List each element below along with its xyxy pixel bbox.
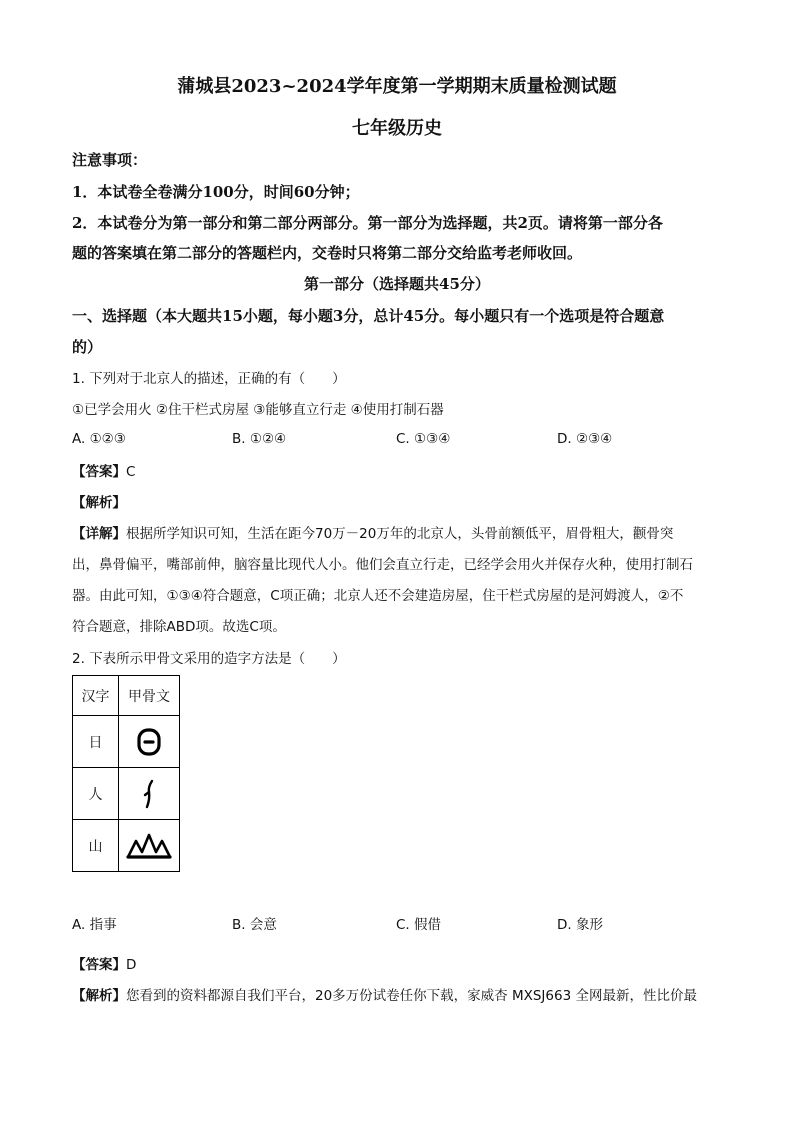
q1-option-b: B. ①②④ xyxy=(232,431,287,447)
table-row xyxy=(73,768,180,820)
q2-stem: 2. 下表所示甲骨文采用的造字方法是（ ） xyxy=(72,651,346,667)
table-cell-hanzi: 日 xyxy=(73,716,119,768)
q1-option-a: A. ①②③ xyxy=(72,431,126,447)
table-row xyxy=(73,820,180,872)
table-header-jiaguwen: 甲骨文 xyxy=(119,676,180,716)
person-glyph-icon xyxy=(139,778,159,810)
table-cell-hanzi: 山 xyxy=(73,820,119,872)
q1-stem: 1. 下列对于北京人的描述，正确的有（ ） xyxy=(72,371,346,387)
analysis-tag: 【解析】 xyxy=(72,495,126,511)
notes-item-2-line-2: 题的答案填在第二部分的答题栏内，交卷时只将第二部分交给监考老师收回。 xyxy=(72,244,583,262)
q2-option-a: A. 指事 xyxy=(72,917,117,933)
q1-detail-line-3: 器。由此可知，①③④符合题意，C项正确；北京人还不会建造房屋，住干栏式房屋的是河姆渡人，②不 xyxy=(72,588,684,604)
analysis-tag: 【解析】 xyxy=(72,988,126,1004)
q2-answer xyxy=(72,955,722,975)
q1-answer xyxy=(72,462,722,482)
detail-tag: 【详解】 xyxy=(72,526,126,542)
q2-analysis xyxy=(72,986,722,1006)
q2-option-d: D. 象形 xyxy=(557,917,603,933)
notes-item-2-line-1: 2．本试卷分为第一部分和第二部分两部分。第一部分为选择题，共2页。请将第一部分各 xyxy=(72,214,663,232)
q1-option-d: D. ②③④ xyxy=(557,431,613,447)
section-heading-line-1: 一、选择题（本大题共15小题，每小题3分，总计45分。每小题只有一个选项是符合题意 xyxy=(72,307,665,325)
section-heading-line-2: 的） xyxy=(72,338,103,356)
notes-item-1: 1．本试卷全卷满分100分，时间60分钟； xyxy=(72,183,360,201)
answer-tag: 【答案】 xyxy=(72,464,126,480)
answer-value: D xyxy=(126,957,137,973)
oracle-bone-table xyxy=(72,675,180,872)
oracle-glyph-person xyxy=(119,768,180,820)
notes-heading: 注意事项： xyxy=(72,151,148,169)
sun-glyph-icon xyxy=(136,727,162,757)
table-cell-hanzi: 人 xyxy=(73,768,119,820)
q2-option-b: B. 会意 xyxy=(232,917,277,933)
analysis-text: 您看到的资料都源自我们平台，20多万份试卷任你下载，家威杏 MXSJ663 全网最新，性比价最 xyxy=(126,988,697,1004)
q1-option-c: C. ①③④ xyxy=(396,431,451,447)
part1-heading: 第一部分（选择题共45分） xyxy=(304,275,490,293)
q1-detail-line-1 xyxy=(72,524,722,544)
oracle-glyph-sun xyxy=(119,716,180,768)
q1-statements: ①已学会用火 ②住干栏式房屋 ③能够直立行走 ④使用打制石器 xyxy=(72,402,444,418)
exam-title: 蒲城县2023~2024学年度第一学期期末质量检测试题 xyxy=(177,76,617,97)
detail-text: 根据所学知识可知，生活在距今70万－20万年的北京人，头骨前额低平，眉骨粗大，颧骨突 xyxy=(126,526,674,542)
q1-detail-line-4: 符合题意，排除ABD项。故选C项。 xyxy=(72,619,286,635)
q1-analysis-tag xyxy=(72,493,722,513)
table-header-hanzi: 汉字 xyxy=(73,676,119,716)
table-row xyxy=(73,716,180,768)
answer-tag: 【答案】 xyxy=(72,957,126,973)
q2-option-c: C. 假借 xyxy=(396,917,442,933)
q1-detail-line-2: 出，鼻骨偏平，嘴部前伸，脑容量比现代人小。他们会直立行走，已经学会用火并保存火种，使用打制石 xyxy=(72,557,693,573)
table-header-row xyxy=(73,676,180,716)
mountain-glyph-icon xyxy=(126,832,172,860)
oracle-glyph-mountain xyxy=(119,820,180,872)
exam-subtitle: 七年级历史 xyxy=(352,118,442,139)
answer-value: C xyxy=(126,464,136,480)
